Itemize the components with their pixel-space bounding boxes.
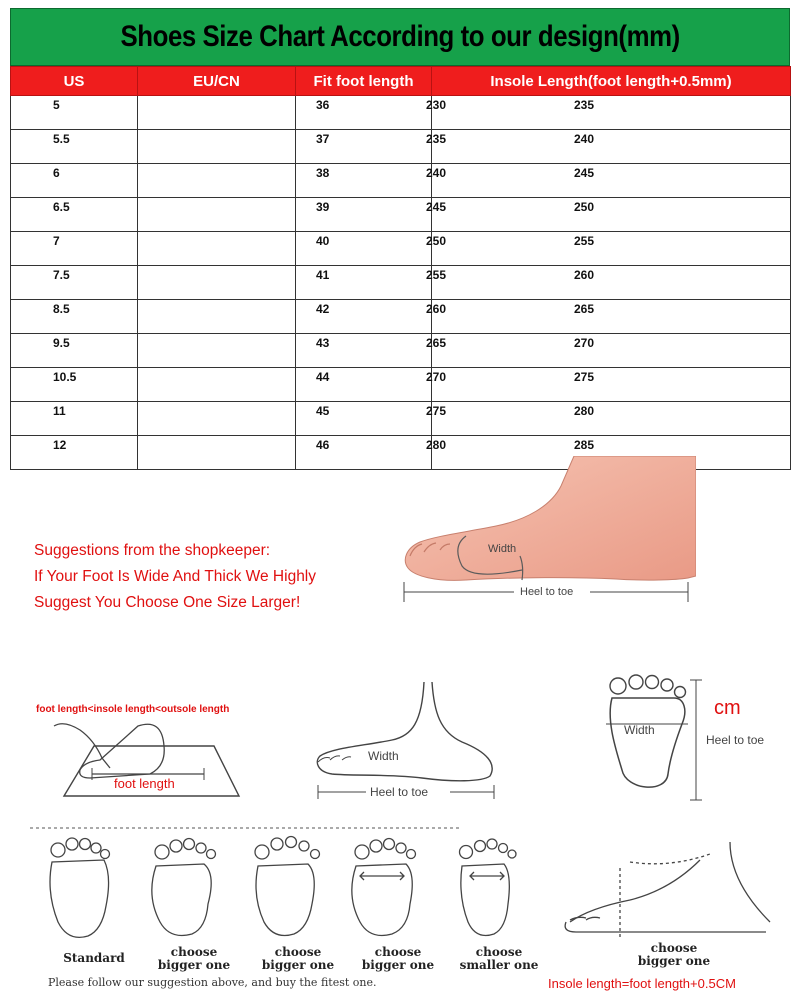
cell-eu-cn: 42 — [138, 300, 296, 334]
cell-insole-length: 280 — [432, 402, 791, 436]
table-row — [11, 300, 791, 334]
cell-fit-foot-length: 260 — [296, 300, 432, 334]
cell-us: 8.5 — [11, 300, 138, 334]
caption-standard: Standard — [63, 951, 125, 965]
cell-eu-cn: 44 — [138, 368, 296, 402]
table-header-row — [11, 67, 791, 96]
cell-eu-cn: 40 — [138, 232, 296, 266]
cell-insole-length: 235 — [432, 96, 791, 130]
table-row — [11, 96, 791, 130]
table-row — [11, 130, 791, 164]
foot-length-label: foot length — [114, 776, 175, 791]
suggestion-line: If Your Foot Is Wide And Thick We Highly — [34, 568, 317, 585]
cell-fit-foot-length: 255 — [296, 266, 432, 300]
cell-eu-cn: 43 — [138, 334, 296, 368]
header-insole-length: Insole Length(foot length+0.5mm) — [432, 67, 791, 96]
size-table — [10, 66, 791, 470]
cell-insole-length: 285 — [432, 436, 791, 470]
cell-fit-foot-length: 245 — [296, 198, 432, 232]
cell-us: 12 — [11, 436, 138, 470]
cell-fit-foot-length: 270 — [296, 368, 432, 402]
cell-us: 6 — [11, 164, 138, 198]
foot-type-standard-icon — [50, 838, 110, 937]
cell-us: 7.5 — [11, 266, 138, 300]
caption-bigger-4: choose bigger one — [637, 941, 711, 968]
table-row — [11, 334, 791, 368]
sole-width-label: Width — [624, 723, 655, 737]
foot-type-wide-instep-icon — [352, 839, 416, 936]
table-body — [11, 96, 791, 470]
side-foot-figure — [312, 682, 502, 802]
cell-eu-cn: 38 — [138, 164, 296, 198]
suggestion-line: Suggest You Choose One Size Larger! — [34, 594, 301, 611]
foot-photo-figure — [396, 456, 696, 606]
cell-insole-length: 270 — [432, 334, 791, 368]
sole-measure-illustration — [596, 670, 796, 805]
size-chart — [10, 8, 790, 470]
header-us: US — [11, 67, 138, 96]
table-row — [11, 402, 791, 436]
footer-note: Please follow our suggestion above, and buy the fitest one. — [48, 976, 377, 989]
cell-fit-foot-length: 280 — [296, 436, 432, 470]
header-eu-cn: EU/CN — [138, 67, 296, 96]
insole-note: Insole length=foot length+0.5CM — [548, 976, 736, 991]
suggestion-line: Suggestions from the shopkeeper: — [34, 542, 271, 559]
shopkeeper-suggestions — [34, 538, 394, 616]
cell-fit-foot-length: 235 — [296, 130, 432, 164]
cell-insole-length: 265 — [432, 300, 791, 334]
caption-bigger-3: choose bigger one — [361, 945, 435, 972]
cell-eu-cn: 41 — [138, 266, 296, 300]
cell-us: 9.5 — [11, 334, 138, 368]
cell-fit-foot-length: 275 — [296, 402, 432, 436]
cell-insole-length: 260 — [432, 266, 791, 300]
cell-us: 7 — [11, 232, 138, 266]
cell-eu-cn: 36 — [138, 96, 296, 130]
table-row — [11, 266, 791, 300]
cell-fit-foot-length: 265 — [296, 334, 432, 368]
cell-us: 11 — [11, 402, 138, 436]
sole-heel-to-toe-label: Heel to toe — [706, 733, 765, 747]
table-row — [11, 232, 791, 266]
side-foot-illustration — [312, 682, 502, 802]
cell-insole-length: 245 — [432, 164, 791, 198]
cell-insole-length: 240 — [432, 130, 791, 164]
cell-us: 5 — [11, 96, 138, 130]
measure-rule-text: foot length<insole length<outsole length — [36, 704, 230, 715]
table-row — [11, 368, 791, 402]
caption-smaller: choose smaller one — [459, 945, 539, 972]
cell-fit-foot-length: 250 — [296, 232, 432, 266]
side-width-label: Width — [368, 749, 399, 763]
unit-cm-label: cm — [714, 697, 741, 719]
cell-insole-length: 250 — [432, 198, 791, 232]
cell-eu-cn: 46 — [138, 436, 296, 470]
chart-title: Shoes Size Chart According to our design(mm) — [120, 20, 680, 53]
cell-eu-cn: 37 — [138, 130, 296, 164]
measure-paper-illustration — [34, 696, 274, 806]
cell-fit-foot-length: 230 — [296, 96, 432, 130]
chart-title-bar — [10, 8, 790, 66]
cell-us: 5.5 — [11, 130, 138, 164]
table-row — [11, 164, 791, 198]
caption-bigger-1: choose bigger one — [157, 945, 231, 972]
photo-width-label: Width — [488, 543, 517, 555]
header-fit-foot-length: Fit foot length — [296, 67, 432, 96]
foot-type-narrow-icon — [460, 839, 517, 936]
cell-fit-foot-length: 240 — [296, 164, 432, 198]
foot-photo-illustration — [396, 456, 696, 606]
foot-type-wide-toes-icon — [255, 837, 320, 936]
foot-type-high-instep-icon — [565, 842, 770, 938]
table-row — [11, 198, 791, 232]
cell-us: 10.5 — [11, 368, 138, 402]
foot-types-figure — [30, 822, 790, 942]
cell-insole-length: 255 — [432, 232, 791, 266]
photo-heel-to-toe-label: Heel to toe — [520, 586, 574, 598]
cell-eu-cn: 39 — [138, 198, 296, 232]
side-heel-to-toe-label: Heel to toe — [370, 785, 429, 799]
cell-eu-cn: 45 — [138, 402, 296, 436]
foot-type-wide-front-icon — [152, 839, 216, 936]
foot-types-illustration — [30, 822, 790, 942]
cell-insole-length: 275 — [432, 368, 791, 402]
caption-bigger-2: choose bigger one — [261, 945, 335, 972]
sole-measure-figure — [596, 670, 796, 805]
measure-on-paper-figure — [34, 696, 274, 806]
cell-us: 6.5 — [11, 198, 138, 232]
